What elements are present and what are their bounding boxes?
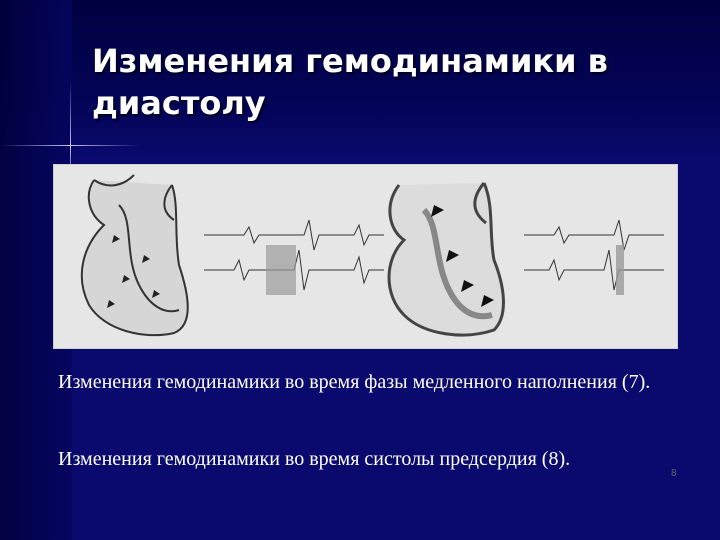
caption-atrial-systole: Изменения гемодинамики во время систолы предсердия (8). xyxy=(58,448,571,470)
heart-diagram-left xyxy=(82,175,188,335)
highlight-band-left xyxy=(266,245,296,295)
slide-title: Изменения гемодинамики в диастолу xyxy=(92,42,608,122)
heart-diagram-right xyxy=(389,183,503,335)
figure-drawing xyxy=(54,165,679,350)
caption-slow-filling: Изменения гемодинамики во время фазы медленного наполнения (7). xyxy=(58,371,651,393)
highlight-band-right xyxy=(616,245,624,295)
ecg-trace-right xyxy=(524,220,664,290)
figure-marker: 8 xyxy=(671,468,677,479)
